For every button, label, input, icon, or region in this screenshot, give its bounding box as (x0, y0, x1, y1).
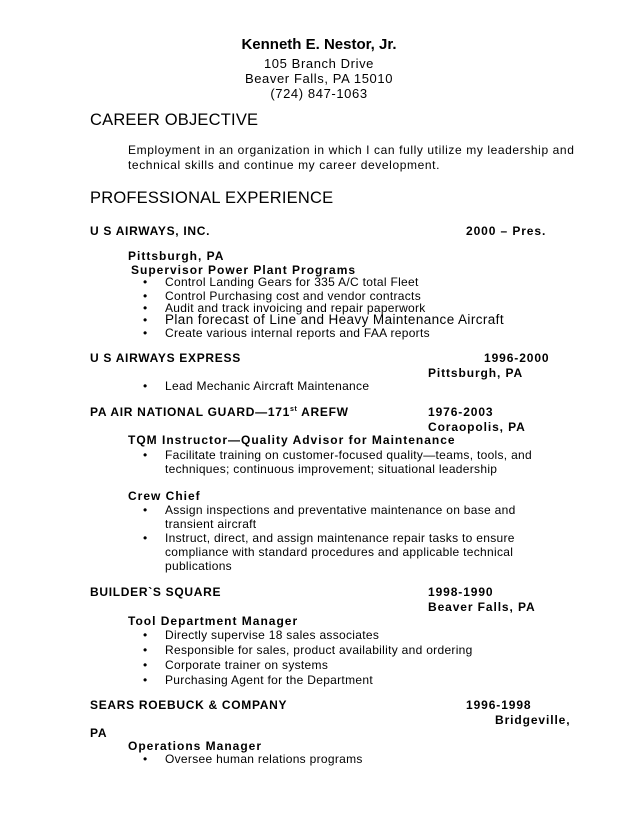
bullet-marker: • (143, 658, 148, 672)
bullet-marker: • (143, 289, 148, 303)
phone-number: (724) 847-1063 (270, 86, 368, 101)
list-item: Control Purchasing cost and vendor contracts (165, 289, 421, 303)
list-item: Control Landing Gears for 335 A/C total Fleet (165, 275, 419, 289)
company-builders-square: BUILDER`S SQUARE (90, 585, 222, 599)
bullet-marker: • (143, 673, 148, 687)
company-us-airways: U S AIRWAYS, INC. (90, 224, 211, 238)
list-item-continuation: techniques; continuous improvement; situational leadership (165, 462, 498, 476)
list-item: Plan forecast of Line and Heavy Maintenance Aircraft (165, 312, 504, 327)
location-sears-roebuck-state: PA (90, 726, 108, 740)
dates-us-airways-express: 1996-2000 (484, 351, 550, 365)
bullet-marker: • (143, 448, 148, 462)
bullet-marker: • (143, 503, 148, 517)
list-item: Directly supervise 18 sales associates (165, 628, 380, 642)
location-us-airways-express: Pittsburgh, PA (428, 366, 524, 380)
bullet-marker: • (143, 379, 148, 393)
bullet-marker: • (143, 313, 148, 327)
applicant-name: Kenneth E. Nestor, Jr. (241, 36, 397, 53)
location-builders-square: Beaver Falls, PA (428, 600, 536, 614)
list-item: Lead Mechanic Aircraft Maintenance (165, 379, 370, 393)
career-objective-heading: CAREER OBJECTIVE (90, 111, 259, 129)
list-item: Instruct, direct, and assign maintenance repair tasks to ensure (165, 531, 515, 545)
dates-sears-roebuck: 1996-1998 (466, 698, 532, 712)
location-us-airways: Pittsburgh, PA (128, 249, 225, 263)
bullet-marker: • (143, 531, 148, 545)
bullet-marker: • (143, 275, 148, 289)
bullet-marker: • (143, 628, 148, 642)
city-state-zip: Beaver Falls, PA 15010 (244, 71, 394, 86)
list-item: Create various internal reports and FAA reports (165, 326, 430, 340)
dates-us-airways: 2000 – Pres. (466, 224, 547, 238)
location-sears-roebuck: Bridgeville, (495, 713, 571, 727)
bullet-marker: • (143, 752, 148, 766)
objective-line-2: technical skills and continue my career development. (128, 158, 441, 172)
title-us-airways: Supervisor Power Plant Programs (131, 263, 357, 277)
company-us-airways-express: U S AIRWAYS EXPRESS (90, 351, 241, 365)
objective-line-1: Employment in an organization in which I can fully utilize my leadership and (128, 143, 575, 157)
list-item: Oversee human relations programs (165, 752, 363, 766)
bullet-marker: • (143, 643, 148, 657)
list-item: Purchasing Agent for the Department (165, 673, 373, 687)
street-address: 105 Branch Drive (263, 56, 375, 71)
list-item: Responsible for sales, product availability and ordering (165, 643, 473, 657)
title-tool-department-manager: Tool Department Manager (128, 614, 299, 628)
professional-experience-heading: PROFESSIONAL EXPERIENCE (90, 189, 334, 207)
list-item-continuation: compliance with standard procedures and applicable technical (165, 545, 514, 559)
title-operations-manager: Operations Manager (128, 739, 263, 753)
list-item-continuation: publications (165, 559, 232, 573)
dates-builders-square: 1998-1990 (428, 585, 494, 599)
list-item-continuation: transient aircraft (165, 517, 257, 531)
list-item: Audit and track invoicing and repair paperwork (165, 301, 426, 315)
company-air-national-guard: PA AIR NATIONAL GUARD—171st AREFW (90, 405, 349, 419)
bullet-marker: • (143, 326, 148, 340)
list-item: Assign inspections and preventative maintenance on base and (165, 503, 516, 517)
list-item: Corporate trainer on systems (165, 658, 329, 672)
bullet-marker: • (143, 301, 148, 315)
title-tqm-instructor: TQM Instructor—Quality Advisor for Maintenance (128, 433, 456, 447)
dates-air-national-guard: 1976-2003 (428, 405, 494, 419)
title-crew-chief: Crew Chief (128, 489, 201, 503)
location-air-national-guard: Coraopolis, PA (428, 420, 526, 434)
list-item: Facilitate training on customer-focused quality—teams, tools, and (165, 448, 533, 462)
company-sears-roebuck: SEARS ROEBUCK & COMPANY (90, 698, 288, 712)
